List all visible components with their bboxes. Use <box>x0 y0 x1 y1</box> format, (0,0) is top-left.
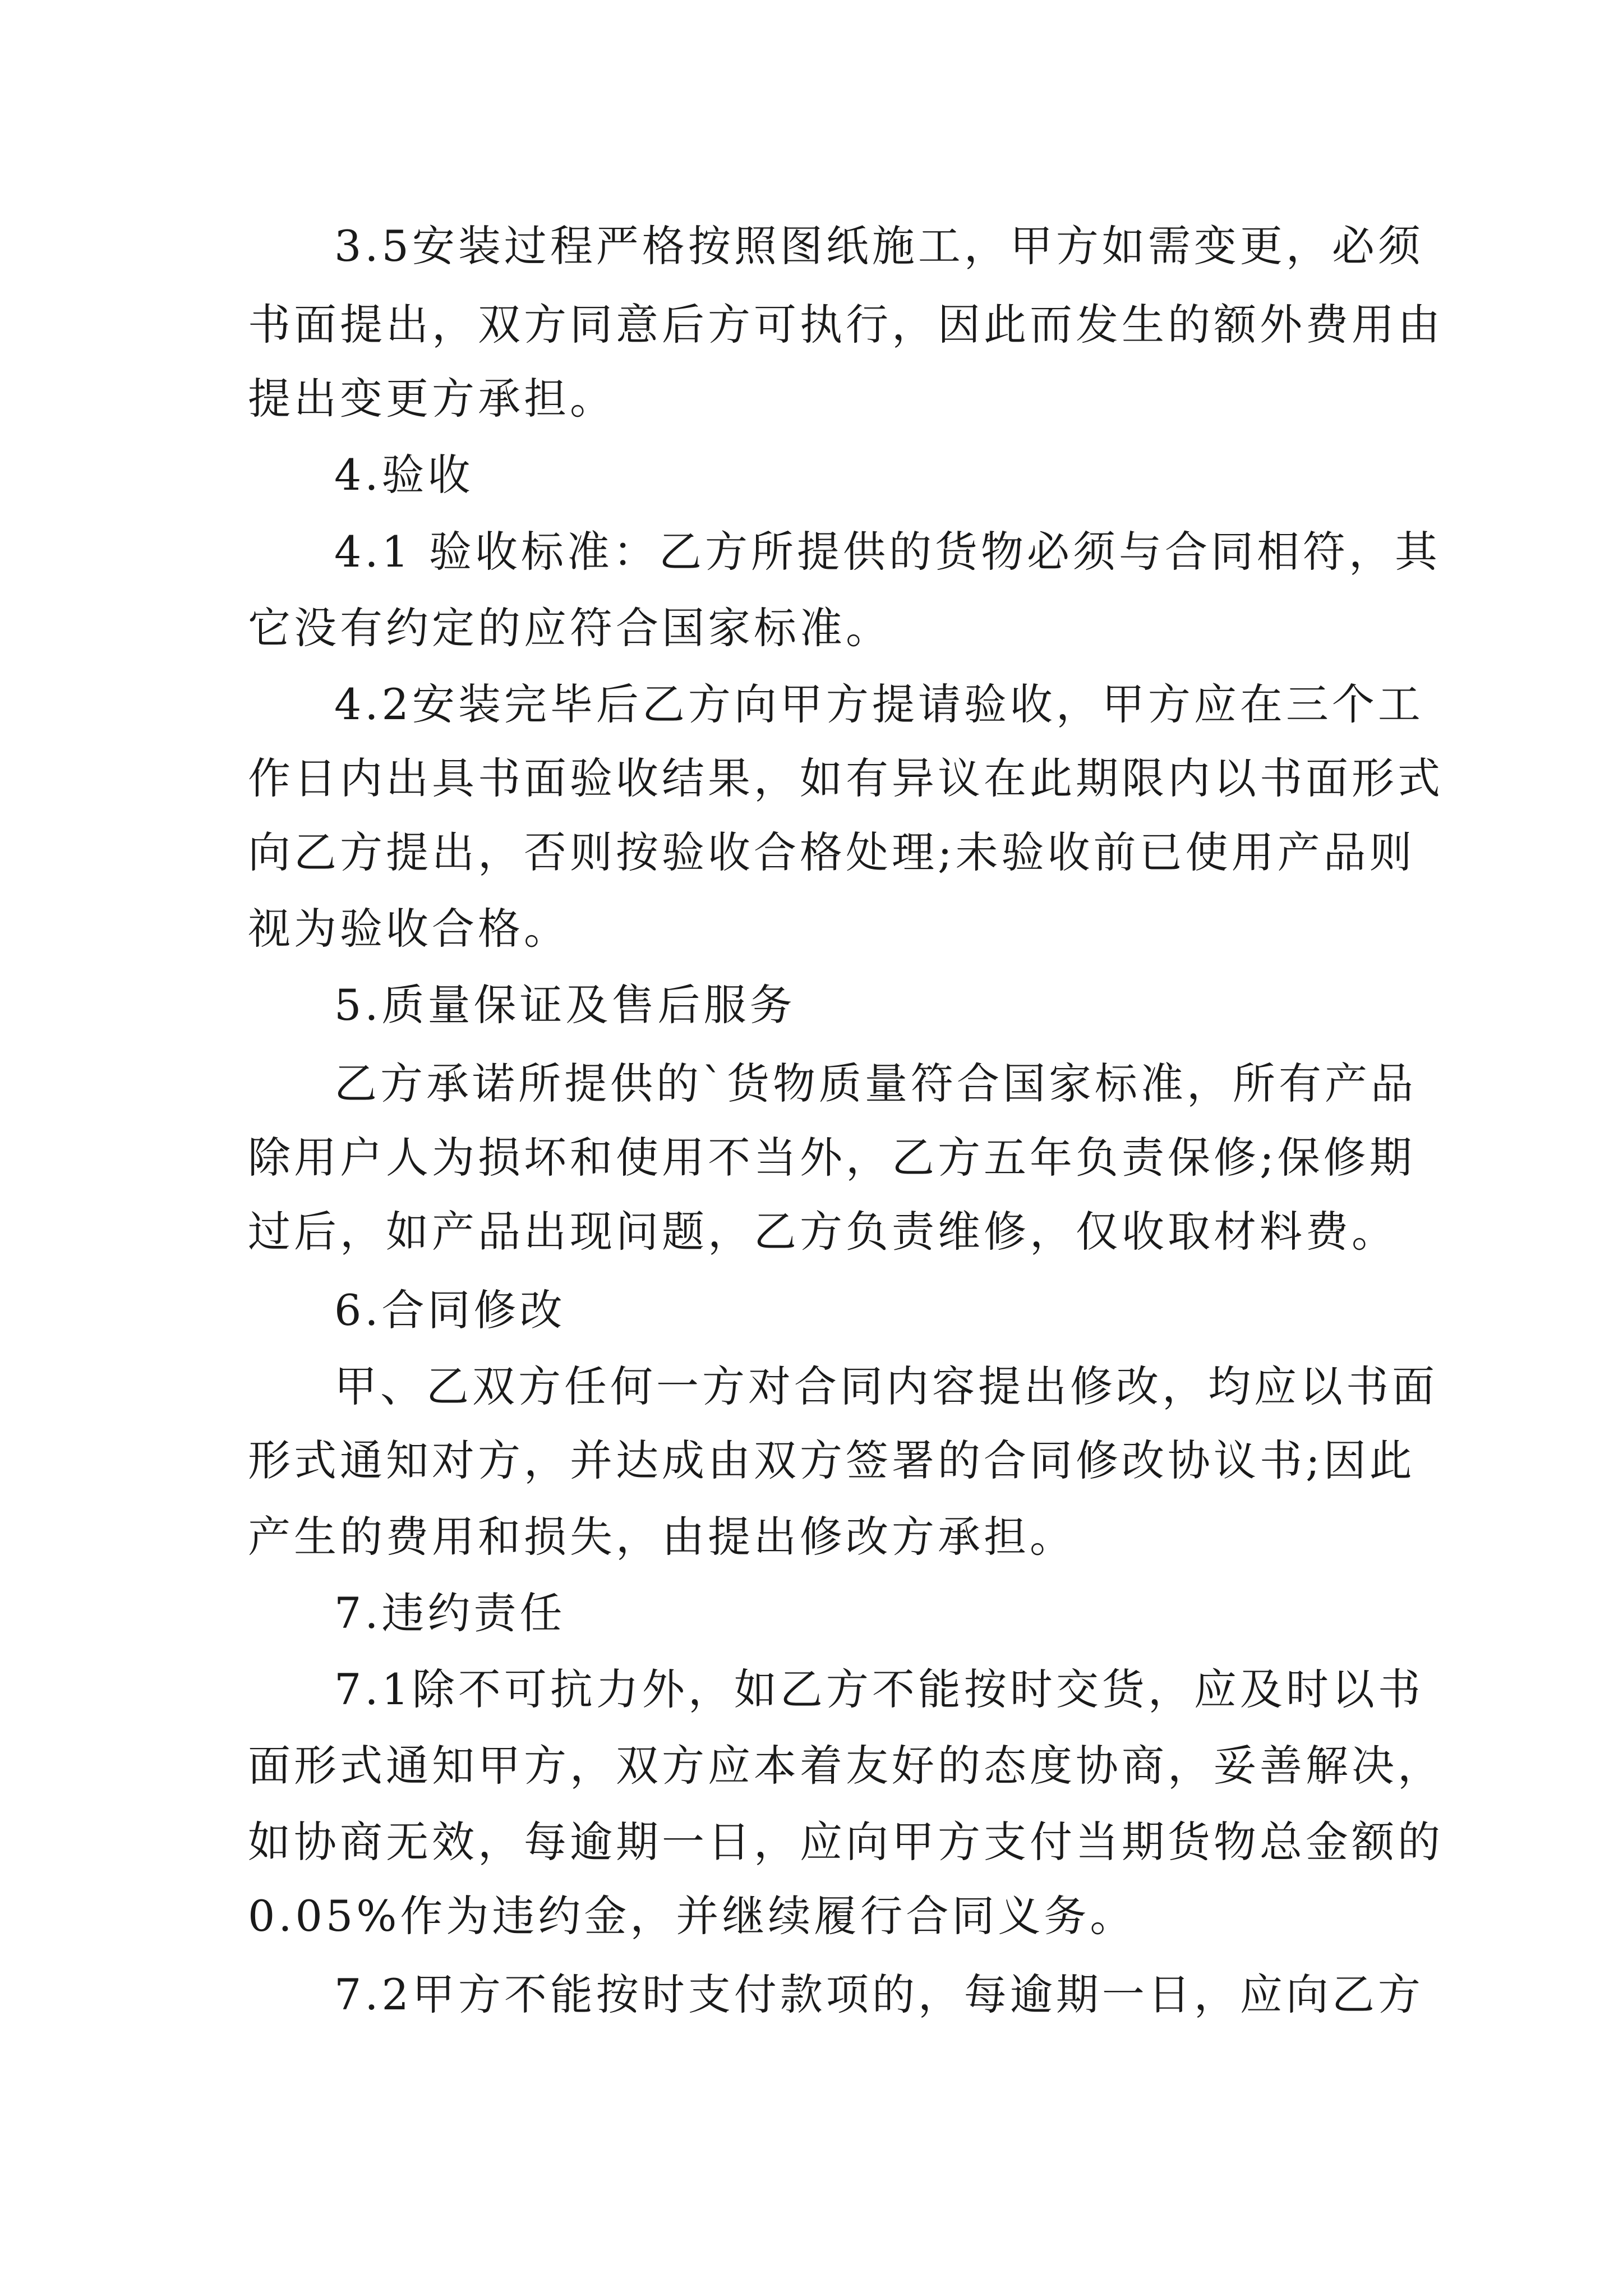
text-line-content: 向乙方提出，否则按验收合格处理;未验收前已使用产品则 <box>248 827 1415 877</box>
text-line-content: 过后，如产品出现问题，乙方负责维修，仅收取材料费。 <box>248 1207 1398 1257</box>
section-heading-text: 4.验收 <box>334 450 474 500</box>
text-line-content: 4.1 验收标准：乙方所提供的货物必须与合同相符，其 <box>334 527 1441 577</box>
text-line-content: 7.2甲方不能按时支付款项的，每逾期一日，应向乙方 <box>334 1970 1424 2019</box>
section-heading-text: 5.质量保证及售后服务 <box>334 980 796 1030</box>
text-line-content: 形式通知对方，并达成由双方签署的合同修改协议书;因此 <box>248 1435 1415 1485</box>
text-line-content: 它没有约定的应符合国家标准。 <box>248 603 892 653</box>
text-line-content: 书面提出，双方同意后方可执行，因此而发生的额外费用由 <box>248 300 1444 349</box>
text-line-content: 7.1除不可抗力外，如乙方不能按时交货，应及时以书 <box>334 1664 1424 1714</box>
section-heading-text: 7.违约责任 <box>334 1588 566 1638</box>
text-line-content: 面形式通知甲方，双方应本着友好的态度协商，妥善解决， <box>248 1741 1444 1791</box>
text-line-content: 视为验收合格。 <box>248 904 570 954</box>
text-line-content: 3.5安装过程严格按照图纸施工，甲方如需变更，必须 <box>334 221 1424 271</box>
text-line-content: 甲、乙双方任何一方对合同内容提出修改，均应以书面 <box>334 1361 1438 1411</box>
text-line-content: 产生的费用和损失，由提出修改方承担。 <box>248 1512 1076 1562</box>
text-line-content: 提出变更方承担。 <box>248 374 616 424</box>
text-line-content: 作日内出具书面验收结果，如有异议在此期限内以书面形式 <box>248 753 1444 803</box>
text-line-content: 如协商无效，每逾期一日，应向甲方支付当期货物总金额的 <box>248 1817 1444 1867</box>
section-heading-text: 6.合同修改 <box>334 1285 566 1335</box>
text-line-content: 乙方承诺所提供的`货物质量符合国家标准，所有产品 <box>334 1059 1417 1108</box>
text-line-content: 0.05%作为违约金，并继续履行合同义务。 <box>248 1891 1136 1941</box>
text-line-content: 除用户人为损坏和使用不当外，乙方五年负责保修;保修期 <box>248 1133 1415 1182</box>
text-line-content: 4.2安装完毕后乙方向甲方提请验收，甲方应在三个工 <box>334 679 1424 729</box>
